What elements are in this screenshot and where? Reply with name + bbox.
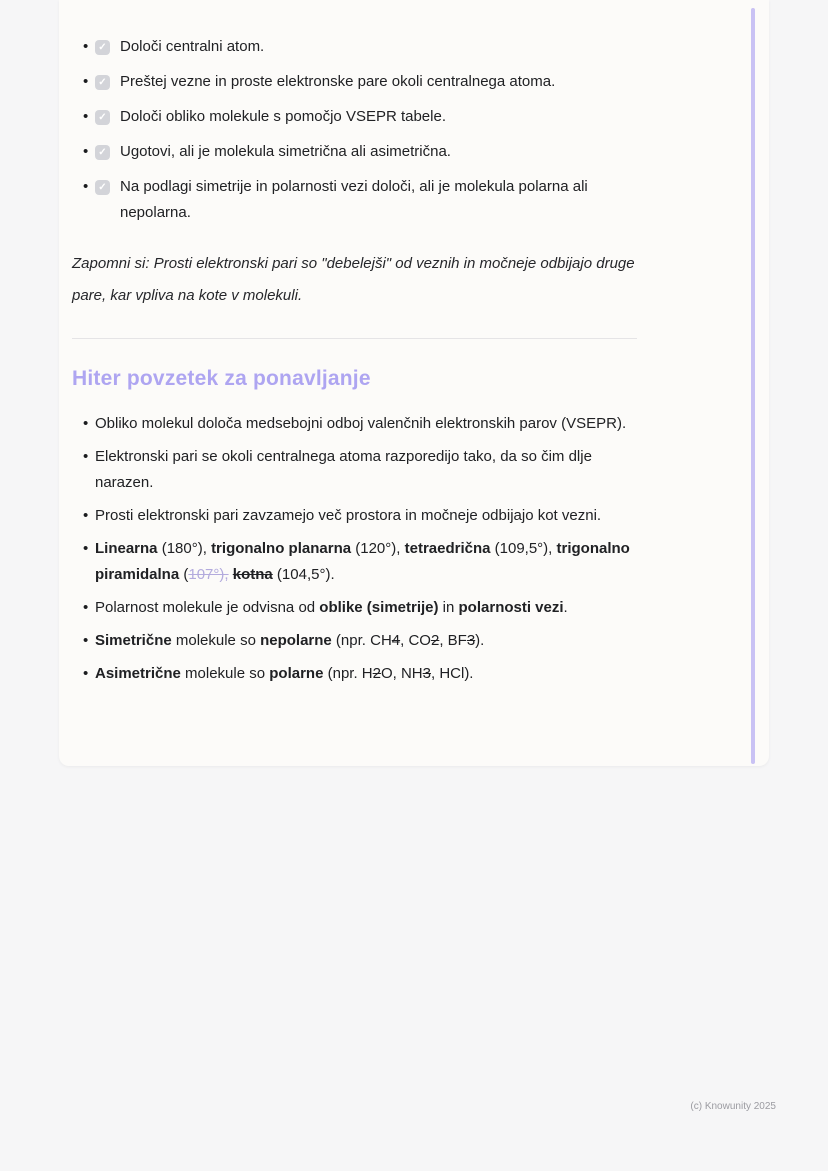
check-icon: ✓	[98, 41, 107, 53]
copyright-text: (c) Knowunity 2025	[690, 1101, 776, 1112]
checklist-item	[72, 34, 637, 60]
summary-item-text: Elektronski pari se okoli centralnega atoma razporedijo tako, da so čim dlje narazen.	[95, 448, 592, 491]
summary-item-text: Polarnost molekule je odvisna od oblike (simetrije) in polarnosti vezi.	[95, 599, 568, 616]
checklist-item	[72, 104, 637, 130]
summary-item	[72, 411, 637, 437]
summary-item-text: Prosti elektronski pari zavzamejo več prostora in močneje odbijajo kot vezni.	[95, 507, 602, 524]
summary-list	[72, 411, 637, 687]
checkbox-checked	[95, 180, 110, 195]
summary-item	[72, 503, 637, 529]
section-divider	[72, 338, 637, 339]
bullet-icon: •	[83, 38, 89, 55]
checkbox-checked	[95, 145, 110, 160]
checklist-item	[72, 139, 637, 165]
checklist-item-text: Določi centralni atom.	[120, 38, 265, 55]
bullet-icon: •	[83, 540, 89, 557]
checklist-item-text: Preštej vezne in proste elektronske pare okoli centralnega atoma.	[120, 73, 556, 90]
summary-item	[72, 444, 637, 496]
bullet-icon: •	[83, 599, 89, 616]
bullet-icon: •	[83, 143, 89, 160]
summary-item	[72, 661, 637, 687]
bullet-icon: •	[83, 415, 89, 432]
checklist-item-text: Določi obliko molekule s pomočjo VSEPR tabele.	[120, 108, 446, 125]
bullet-icon: •	[83, 178, 89, 195]
scrollbar-thumb[interactable]	[751, 8, 755, 764]
summary-item	[72, 595, 637, 621]
bullet-icon: •	[83, 632, 89, 649]
checklist-item-text: Ugotovi, ali je molekula simetrična ali asimetrična.	[120, 143, 451, 160]
reminder-note: Zapomni si: Prosti elektronski pari so "debelejši" od veznih in močneje odbijajo druge pare, kar vpliva na kote v molekuli.	[72, 255, 635, 304]
bullet-icon: •	[83, 507, 89, 524]
bullet-icon: •	[83, 665, 89, 682]
checklist-item-text: Na podlagi simetrije in polarnosti vezi določi, ali je molekula polarna ali nepolarna.	[120, 178, 588, 221]
summary-item-text: Simetrične molekule so nepolarne (npr. CH4, CO2, BF3).	[95, 632, 485, 649]
summary-item	[72, 536, 637, 588]
check-icon: ✓	[98, 181, 107, 193]
summary-item-text: Asimetrične molekule so polarne (npr. H2O, NH3, HCl).	[95, 665, 474, 682]
check-icon: ✓	[98, 146, 107, 158]
check-icon: ✓	[98, 76, 107, 88]
check-icon: ✓	[98, 111, 107, 123]
summary-item	[72, 628, 637, 654]
bullet-icon: •	[83, 448, 89, 465]
summary-heading: Hiter povzetek za ponavljanje	[72, 367, 371, 390]
checklist-item	[72, 174, 637, 226]
checkbox-checked	[95, 110, 110, 125]
checkbox-checked	[95, 75, 110, 90]
checkbox-checked	[95, 40, 110, 55]
summary-item-text: Linearna (180°), trigonalno planarna (120°), tetraedrična (109,5°), trigonalno piramidalna (107°), kotna (104,5°).	[95, 540, 630, 583]
summary-item-text: Obliko molekul določa medsebojni odboj valenčnih elektronskih parov (VSEPR).	[95, 415, 627, 432]
task-checklist	[72, 34, 637, 226]
checklist-item	[72, 69, 637, 95]
bullet-icon: •	[83, 73, 89, 90]
bullet-icon: •	[83, 108, 89, 125]
document-page	[59, 0, 769, 766]
